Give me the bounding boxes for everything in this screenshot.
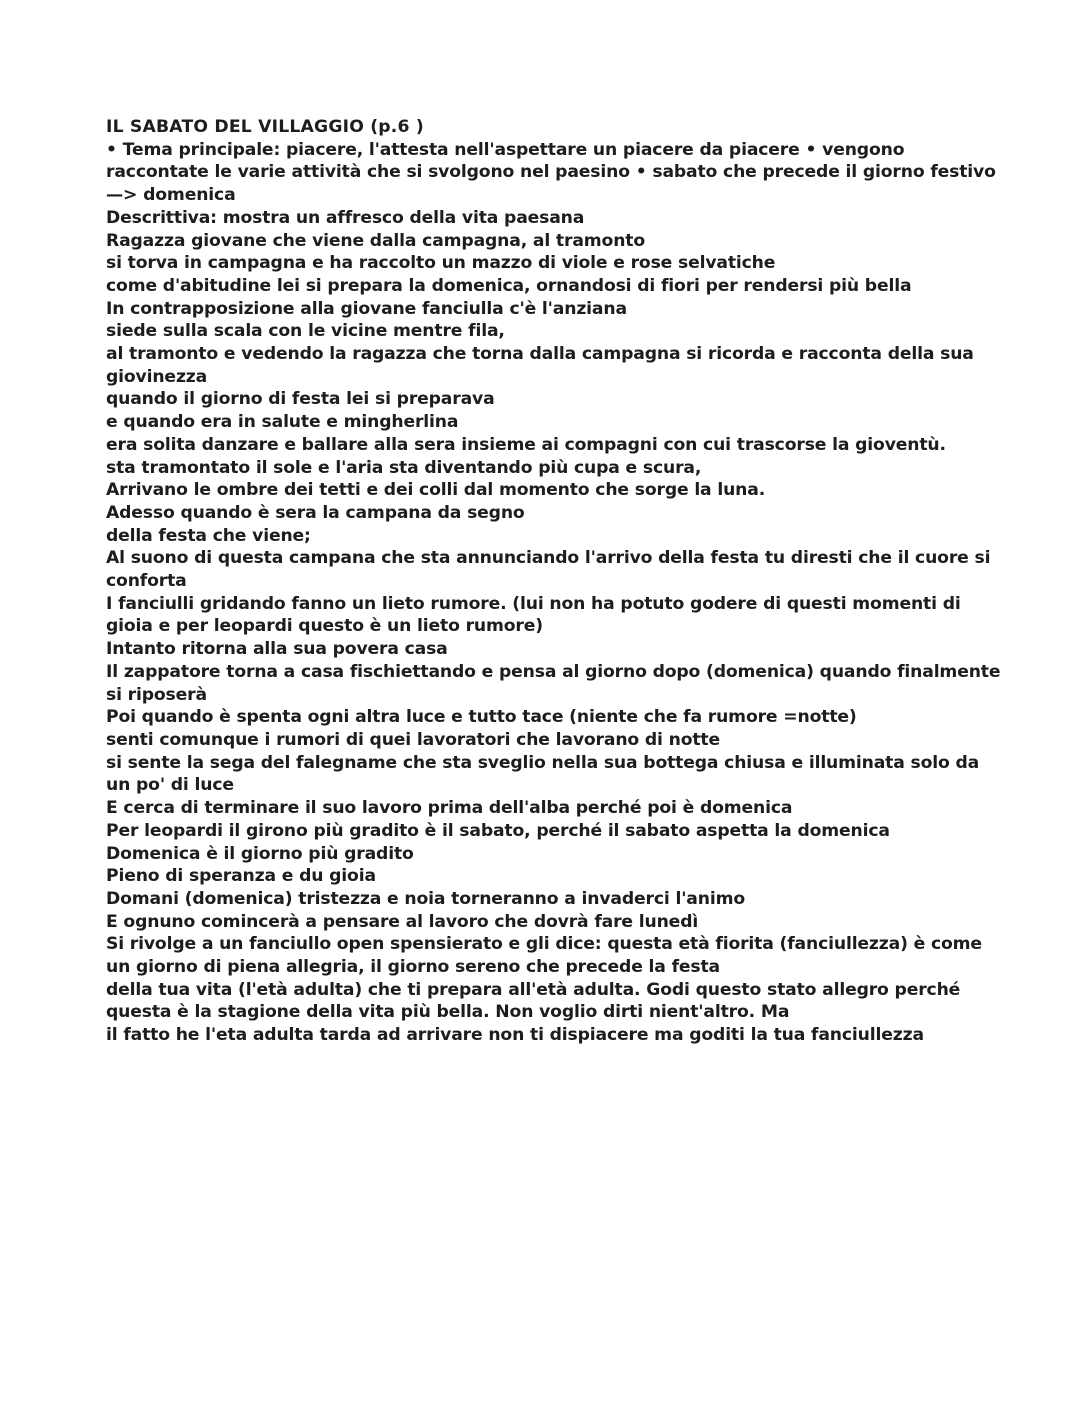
note-line: E cerca di terminare il suo lavoro prima dell'alba perché poi è domenica — [106, 798, 793, 819]
note-line: e quando era in salute e mingherlina — [106, 412, 459, 433]
note-line: il fatto he l'eta adulta tarda ad arrivare non ti dispiacere ma goditi la tua fanciullezza — [106, 1025, 924, 1046]
note-line: Il zappatore torna a casa fischiettando e pensa al giorno dopo (domenica) quando finalmente si riposerà — [106, 661, 1001, 705]
note-line: Adesso quando è sera la campana da segno — [106, 502, 525, 523]
note-line: senti comunque i rumori di quei lavoratori che lavorano di notte — [106, 729, 721, 750]
note-line: della festa che viene; — [106, 525, 311, 546]
note-line: Arrivano le ombre dei tetti e dei colli dal momento che sorge la luna. — [106, 480, 766, 501]
note-line: Al suono di questa campana che sta annunciando l'arrivo della festa tu diresti che il cuore si conforta — [106, 548, 991, 592]
note-line: si torva in campagna e ha raccolto un mazzo di viole e rose selvatiche — [106, 253, 776, 274]
note-line: Domenica è il giorno più gradito — [106, 843, 414, 864]
note-line: siede sulla scala con le vicine mentre fila, — [106, 321, 505, 342]
note-line: si sente la sega del falegname che sta sveglio nella sua bottega chiusa e illuminata solo da un po' di luce — [106, 752, 980, 796]
notes-body — [106, 116, 1006, 1047]
note-line: Domani (domenica) tristezza e noia torneranno a invaderci l'animo — [106, 888, 746, 909]
note-line: • Tema principale: piacere, l'attesta nell'aspettare un piacere da piacere • vengono raccontate le varie attività che si svolgono nel paesino • sabato che precede il giorno festivo —> domenica — [106, 139, 996, 206]
note-line: al tramonto e vedendo la ragazza che torna dalla campagna si ricorda e racconta della sua giovinezza — [106, 344, 974, 387]
note-line: sta tramontato il sole e l'aria sta diventando più cupa e scura, — [106, 457, 702, 478]
note-line: quando il giorno di festa lei si preparava — [106, 389, 495, 410]
note-line: Si rivolge a un fanciullo open spensierato e gli dice: questa età fiorita (fanciullezza) è come un giorno di piena allegria, il giorno sereno che precede la festa — [106, 934, 982, 978]
note-line: Descrittiva: mostra un affresco della vita paesana — [106, 207, 585, 228]
note-line: In contrapposizione alla giovane fanciulla c'è l'anziana — [106, 298, 627, 319]
note-line: della tua vita (l'età adulta) che ti prepara all'età adulta. Godi questo stato allegro perché questa è la stagione della vita più bella. Non voglio dirti nient'altro. Ma — [106, 979, 961, 1023]
note-line: Pieno di speranza e du gioia — [106, 866, 376, 887]
note-line: E ognuno comincerà a pensare al lavoro che dovrà fare lunedì — [106, 911, 699, 932]
note-line: Intanto ritorna alla sua povera casa — [106, 639, 448, 660]
page-title: IL SABATO DEL VILLAGGIO (p.6 ) — [106, 117, 424, 137]
note-line: Poi quando è spenta ogni altra luce e tutto tace (niente che fa rumore =notte) — [106, 707, 857, 728]
note-line: I fanciulli gridando fanno un lieto rumore. (lui non ha potuto godere di questi momenti di gioia e per leopardi questo è un lieto rumore) — [106, 593, 961, 637]
note-line: era solita danzare e ballare alla sera insieme ai compagni con cui trascorse la gioventù. — [106, 434, 946, 455]
note-line: Per leopardi il girono più gradito è il sabato, perché il sabato aspetta la domenica — [106, 820, 890, 841]
note-line: Ragazza giovane che viene dalla campagna, al tramonto — [106, 230, 646, 251]
note-line: come d'abitudine lei si prepara la domenica, ornandosi di fiori per rendersi più bella — [106, 275, 912, 296]
